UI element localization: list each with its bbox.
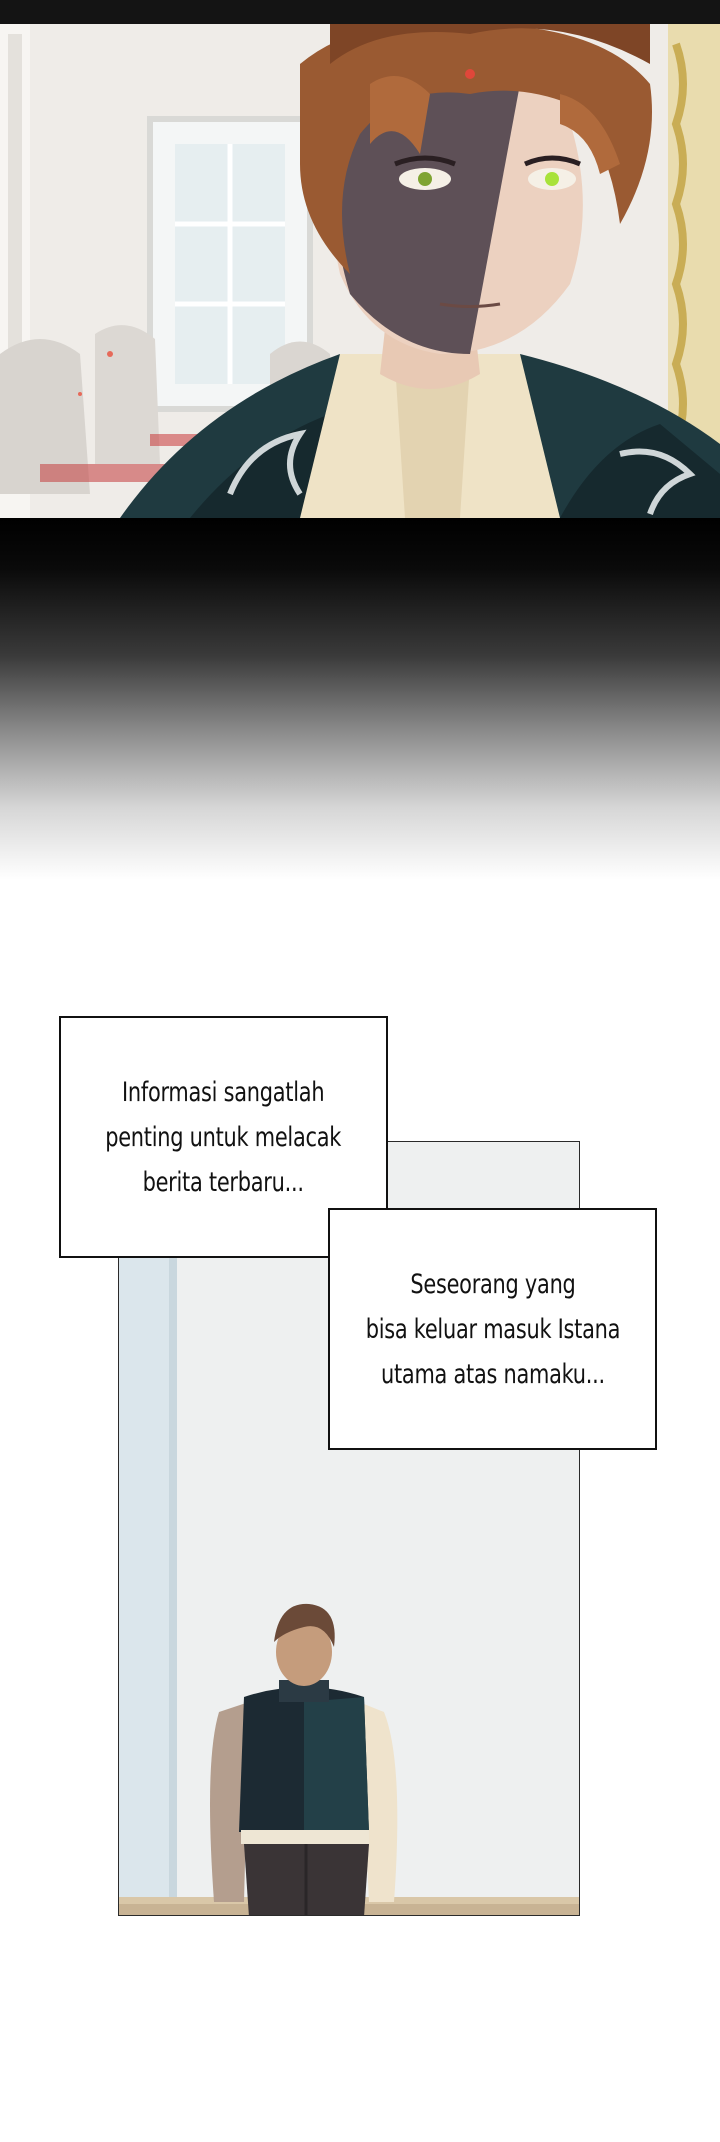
top-black-strip bbox=[0, 0, 720, 24]
narration-text-1: Informasi sangatlah penting untuk melacak berita terbaru... bbox=[105, 1076, 342, 1198]
closeup-illustration bbox=[0, 24, 720, 518]
closeup-panel bbox=[0, 24, 720, 518]
narration-box-2 bbox=[328, 1208, 657, 1450]
black-to-white-transition bbox=[0, 518, 720, 880]
narration-text-2: Seseorang yang bisa keluar masuk Istana utama atas namaku... bbox=[365, 1268, 620, 1390]
